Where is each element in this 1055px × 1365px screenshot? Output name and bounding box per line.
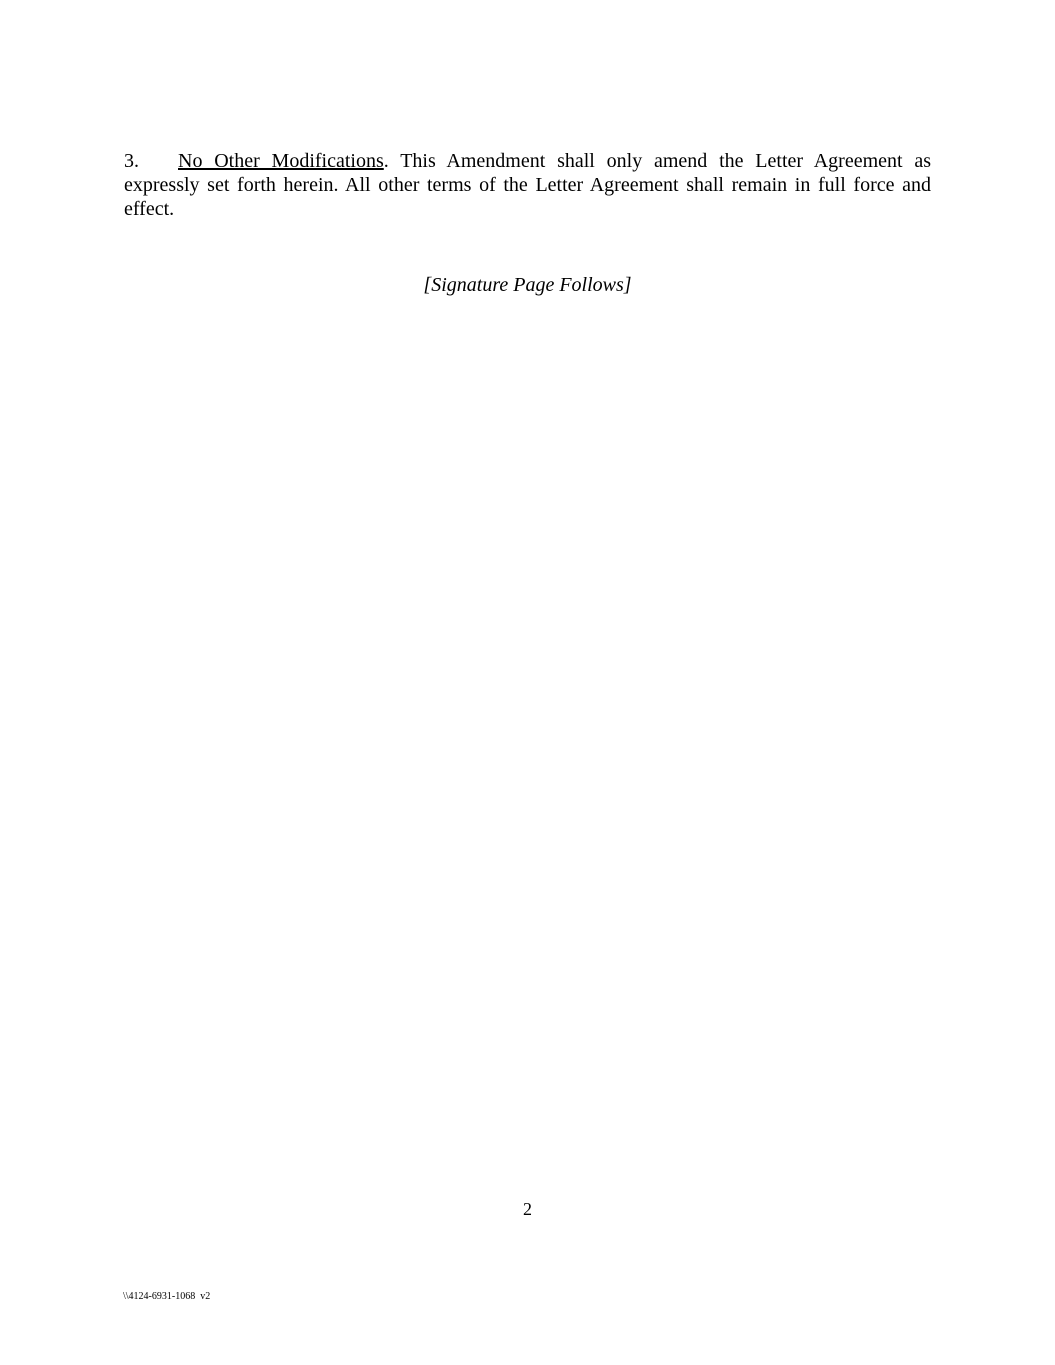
section-heading-period: . <box>383 150 389 172</box>
signature-page-note: [Signature Page Follows] <box>423 274 632 296</box>
page-number: 2 <box>523 1199 532 1219</box>
section-heading: No Other Modifications <box>178 150 384 172</box>
section-3-paragraph <box>124 149 931 221</box>
document-id-footer: \\4124-6931-1068 v2 <box>123 1291 211 1302</box>
section-body-text: This Amendment shall only amend the Letter Agreement as expressly set forth herein. All other terms of the Letter Agreement shall remain in full force and effect. <box>124 150 932 220</box>
section-number: 3. <box>124 150 139 172</box>
